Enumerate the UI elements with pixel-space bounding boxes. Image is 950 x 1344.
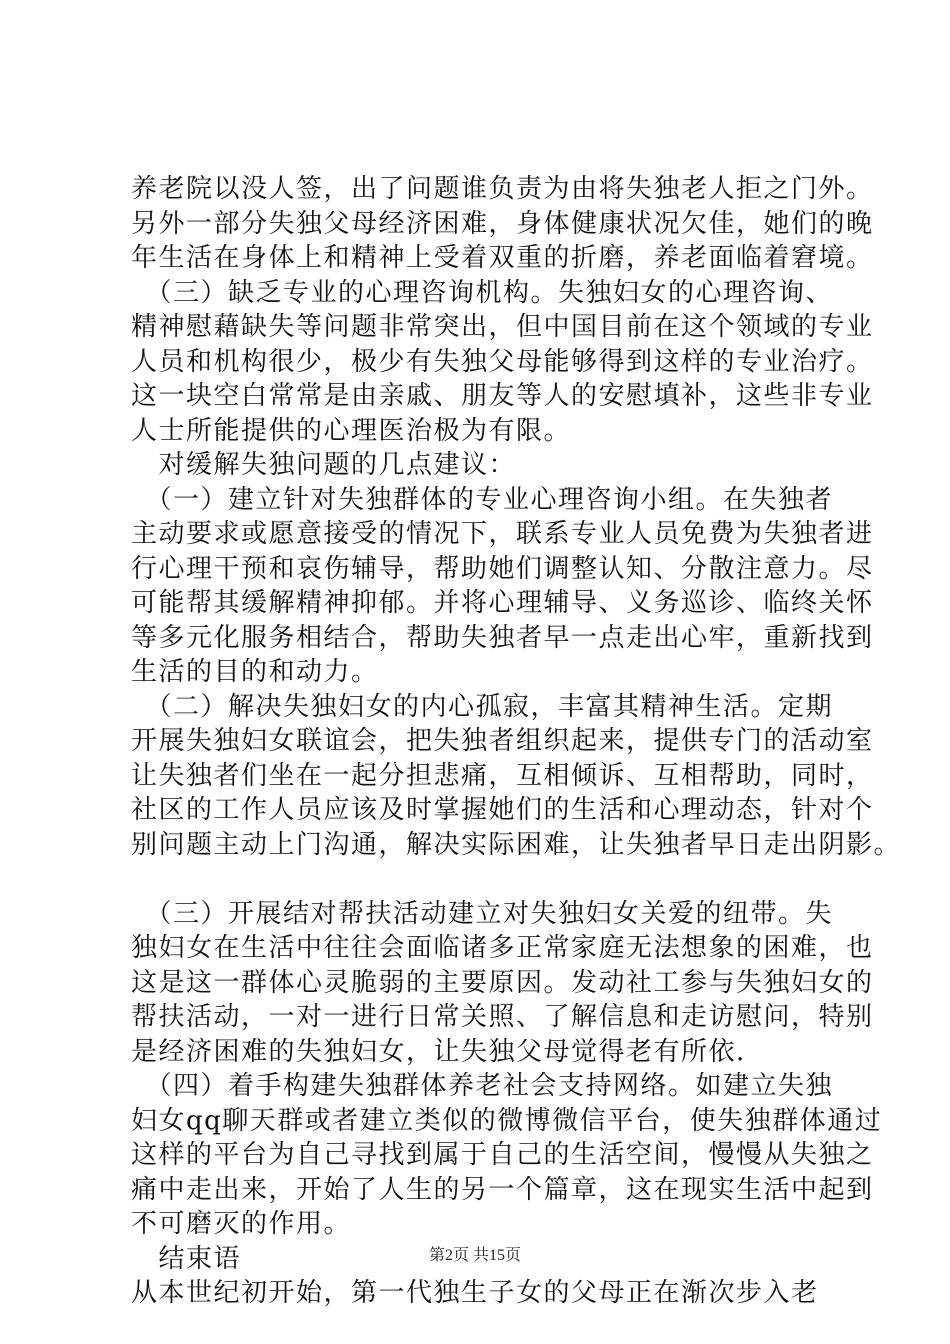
text-line: 从本世纪初开始，第一代独生子女的父母正在渐次步入老 (131, 1278, 819, 1308)
text-line: 社区的工作人员应该及时掌握她们的生活和心理动态，针对个 (131, 795, 874, 825)
text-line: 这一块空白常常是由亲戚、朋友等人的安慰填补，这些非专业 (131, 381, 874, 411)
text-line: 不可磨灭的作用。 (131, 1209, 352, 1239)
text-line: 这样的平台为自己寻找到属于自己的生活空间，慢慢从失独之 (131, 1140, 874, 1170)
text-line: （一）建立针对失独群体的专业心理咨询小组。在失独者 (131, 484, 834, 515)
text-line: 让失独者们坐在一起分担悲痛，互相倾诉、互相帮助，同时， (131, 760, 874, 791)
text-line: 对缓解失独问题的几点建议： (131, 450, 517, 480)
text-line: 行心理干预和哀伤辅导，帮助她们调整认知、分散注意力。尽 (131, 553, 874, 584)
text-line: 这是这一群体心灵脆弱的主要原因。发动社工参与失独妇女的 (131, 967, 874, 998)
text-line: （二）解决失独妇女的内心孤寂，丰富其精神生活。定期 (131, 691, 834, 722)
text-line: 年生活在身体上和精神上受着双重的折磨，养老面临着窘境。 (131, 243, 874, 273)
text-line: 可能帮其缓解精神抑郁。并将心理辅导、义务巡诊、临终关怀 (131, 588, 874, 618)
text-line: 精神慰藉缺失等问题非常突出，但中国目前在这个领域的专业 (131, 312, 874, 342)
text-line: 主动要求或愿意接受的情况下，联系专业人员免费为失独者进 (131, 519, 874, 549)
text-line: 人员和机构很少，极少有失独父母能够得到这样的专业治疗。 (131, 346, 874, 377)
text-line: 妇女qq聊天群或者建立类似的微博微信平台，使失独群体通过 (131, 1105, 883, 1136)
text-line: （三）缺乏专业的心理咨询机构。失独妇女的心理咨询、 (131, 277, 834, 308)
text-line: 人士所能提供的心理医治极为有限。 (131, 415, 572, 446)
text-line: 痛中走出来，开始了人生的另一个篇章，这在现实生活中起到 (131, 1174, 874, 1205)
document-body (131, 172, 902, 1311)
page-number: 第2页 共15页 (428, 1247, 521, 1264)
text-line: 等多元化服务相结合，帮助失独者早一点走出心牢，重新找到 (131, 622, 874, 653)
text-line: 生活的目的和动力。 (131, 657, 379, 687)
text-line: 开展失独妇女联谊会，把失独者组织起来，提供专门的活动室 (131, 726, 874, 756)
text-line: （四）着手构建失独群体养老社会支持网络。如建立失独 (131, 1071, 834, 1101)
text-line: 另外一部分失独父母经济困难，身体健康状况欠佳，她们的晚 (131, 208, 874, 239)
blank-line (131, 862, 851, 897)
text-line: （三）开展结对帮扶活动建立对失独妇女关爱的纽带。失 (131, 898, 834, 929)
text-line: 结束语 (131, 1243, 242, 1274)
text-line: 是经济困难的失独妇女，让失独父母觉得老有所依. (131, 1036, 746, 1067)
text-line: 帮扶活动，一对一进行日常关照、了解信息和走访慰问，特别 (131, 1002, 874, 1032)
text-line: 独妇女在生活中往往会面临诸多正常家庭无法想象的困难，也 (131, 933, 874, 963)
text-line: 养老院以没人签，出了问题谁负责为由将失独老人拒之门外。 (131, 174, 874, 204)
text-line: 别问题主动上门沟通，解决实际困难，让失独者早日走出阴影。 (131, 829, 902, 860)
